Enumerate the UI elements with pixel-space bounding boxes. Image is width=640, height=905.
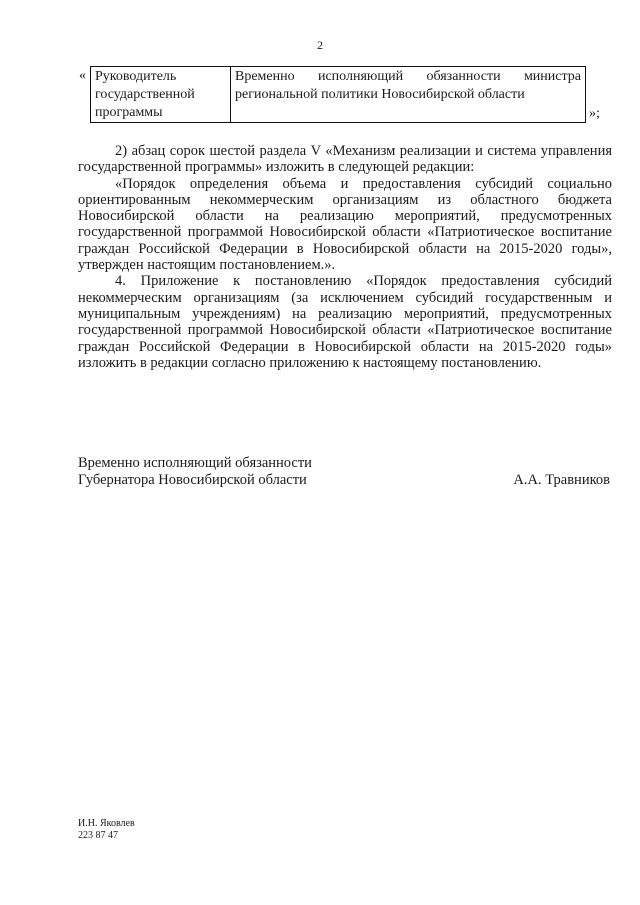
document-body (78, 143, 612, 371)
program-manager-table (90, 66, 586, 123)
paragraph-amendment-2: 2) абзац сорок шестой раздела V «Механизм реализации и система управления государственной программы» изложить в следующей редакции: (78, 143, 612, 176)
table-open-quote: « (79, 68, 86, 83)
executor-phone: 223 87 47 (78, 830, 118, 841)
signatory-position-line2: Губернатора Новосибирской области (78, 472, 307, 488)
paragraph-item-4: 4. Приложение к постановлению «Порядок предоставления субсидий некоммерческим организациям (за исключением субсидий государственным и муниципальным учреждениям) на реализацию мероприятий, предусмотренных государственной программой Новосибирской области «Патриотическое воспитание граждан Российской Федерации в Новосибирской области на 2015-2020 годы» изложить в редакции согласно приложению к настоящему постановлению. (78, 273, 612, 371)
executor-footer (78, 818, 135, 842)
signatory-position-line1: Временно исполняющий обязанности (78, 455, 312, 471)
table-cell-responsible: Временно исполняющий обязанности министра региональной политики Новосибирской области (231, 67, 586, 123)
table-cell-role: Руководитель государственной программы (91, 67, 231, 123)
executor-name: И.Н. Яковлев (78, 818, 135, 829)
signatory-position (78, 455, 312, 489)
table-close-quote: »; (589, 106, 600, 121)
page-number: 2 (317, 38, 323, 52)
signatory-name: А.А. Травников (513, 472, 610, 488)
table-row (91, 67, 586, 123)
paragraph-quoted-text: «Порядок определения объема и предоставления субсидий социально ориентированным некоммерческим организациям из областного бюджета Новосибирской области на реализацию мероприятий, предусмотренных государственной программой Новосибирской области «Патриотическое воспитание граждан Российской Федерации в Новосибирской области на 2015-2020 годы», утвержден настоящим постановлением.». (78, 175, 612, 274)
